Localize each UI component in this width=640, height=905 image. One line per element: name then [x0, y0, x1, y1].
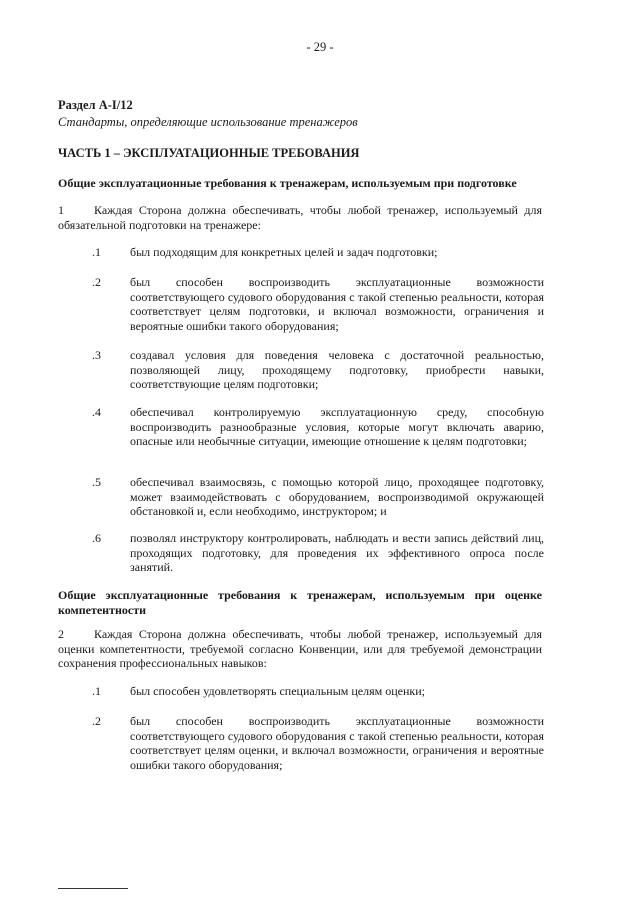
paragraph-number: 1 — [58, 203, 64, 217]
list-item — [92, 475, 544, 519]
list-item — [92, 684, 544, 699]
item-text: позволял инструктору контролировать, наблюдать и вести запись действий лиц, проходящих подготовку, для проведения их эффективного опроса после занятий. — [130, 531, 544, 574]
page-number: - 29 - — [306, 40, 334, 54]
footnote-divider — [58, 888, 128, 889]
item-text: был способен воспроизводить эксплуатационные возможности соответствующего судового оборудования с такой степенью реальности, которая соответствует целям подготовки, и включал возможности, ограничения и вероятные ошибки такого оборудования; — [130, 275, 544, 333]
item-text: создавал условия для поведения человека с достаточной реальностью, позволяющей лицу, проходящему подготовку, приобрести навыки, соответствующие целям подготовки; — [130, 348, 544, 391]
paragraph-1 — [58, 203, 542, 232]
paragraph-text: Каждая Сторона должна обеспечивать, чтобы любой тренажер, используемый для обязательной подготовки на тренажере: — [58, 203, 542, 232]
list-item — [92, 245, 544, 260]
item-number: .2 — [92, 275, 101, 289]
list-item — [92, 275, 544, 333]
item-number: .2 — [92, 714, 101, 728]
item-number: .6 — [92, 531, 101, 545]
item-text: обеспечивал взаимосвязь, с помощью которой лицо, проходящее подготовку, может взаимодействовать с оборудованием, воспроизводимой окружающей обстановкой и, если необходимо, инструктором; и — [130, 475, 544, 518]
item-text: был способен удовлетворять специальным целям оценки; — [130, 684, 425, 698]
item-number: .1 — [92, 684, 101, 698]
item-number: .1 — [92, 245, 101, 259]
section-title: Раздел A-I/12 — [58, 98, 133, 112]
part-title: ЧАСТЬ 1 – ЭКСПЛУАТАЦИОННЫЕ ТРЕБОВАНИЯ — [58, 146, 360, 160]
list-item — [92, 714, 544, 772]
item-text: был подходящим для конкретных целей и задач подготовки; — [130, 245, 438, 259]
paragraph-2 — [58, 627, 542, 671]
heading-training-requirements: Общие эксплуатационные требования к тренажерам, используемым при подготовке — [58, 176, 517, 190]
list-item — [92, 405, 544, 449]
list-item — [92, 531, 544, 575]
paragraph-text: Каждая Сторона должна обеспечивать, чтобы любой тренажер, используемый для оценки компетентности, требуемой согласно Конвенции, или для требуемой демонстрации сохранения профессиональных навыков: — [58, 627, 542, 670]
item-text: был способен воспроизводить эксплуатационные возможности соответствующего судового оборудования с такой степенью реальности, которая соответствует целям оценки, и включал возможности, ограничения и вероятные ошибки такого оборудования; — [130, 714, 544, 772]
list-item — [92, 348, 544, 392]
item-number: .5 — [92, 475, 101, 489]
paragraph-number: 2 — [58, 627, 64, 641]
heading-assessment-requirements: Общие эксплуатационные требования к тренажерам, используемым при оценке компетентности — [58, 588, 542, 617]
item-number: .3 — [92, 348, 101, 362]
section-subtitle: Стандарты, определяющие использование тренажеров — [58, 115, 358, 129]
item-number: .4 — [92, 405, 101, 419]
item-text: обеспечивал контролируемую эксплуатационную среду, способную воспроизводить разнообразные условия, которые могут включать аварию, опасные или необычные ситуации, имеющие отношение к целям подготовки; — [130, 405, 544, 448]
